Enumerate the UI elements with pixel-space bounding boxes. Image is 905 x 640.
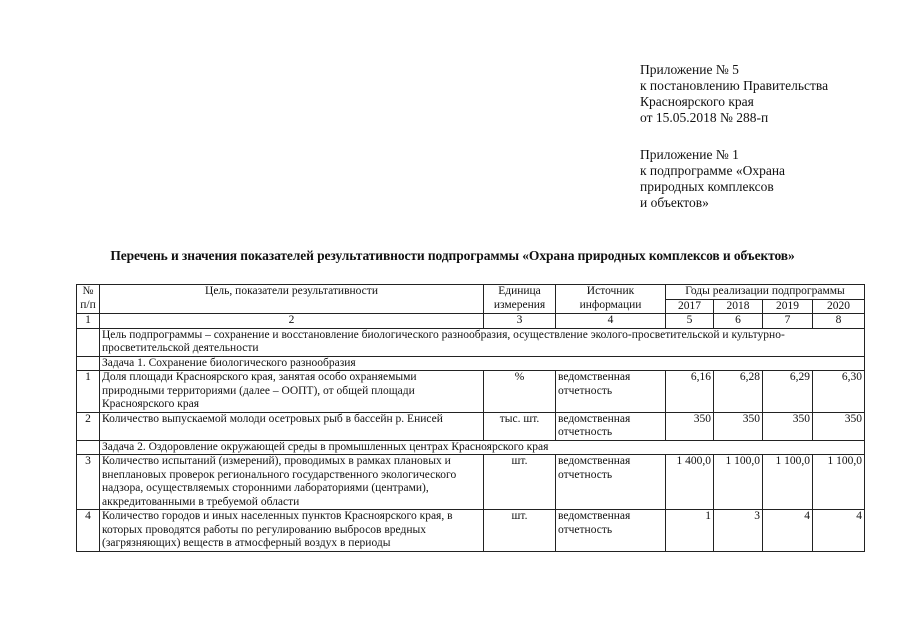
row-value-2017: 6,16 <box>666 371 714 413</box>
row-value-2017: 1 400,0 <box>666 455 714 510</box>
table-row <box>77 510 865 552</box>
row-unit: шт. <box>484 510 556 552</box>
task-1-row <box>77 356 865 371</box>
header-num: № п/п <box>77 285 100 314</box>
table-row <box>77 412 865 440</box>
table-row <box>77 455 865 510</box>
table-row <box>77 371 865 413</box>
appendix-5-line-2: к постановлению Правительства <box>640 78 829 93</box>
row-num: 3 <box>77 455 100 510</box>
header-year-2020: 2020 <box>813 299 865 314</box>
row-indicator: Доля площади Красноярского края, занятая особо охраняемыми природными территориями (далее – ООПТ), от общей площади Красноярского края <box>100 371 484 413</box>
appendix-1-line-4: и объектов» <box>640 195 709 210</box>
row-source: ведомственная отчетность <box>556 455 666 510</box>
row-value-2017: 350 <box>666 412 714 440</box>
row-source: ведомственная отчетность <box>556 412 666 440</box>
row-value-2019: 4 <box>763 510 813 552</box>
row-indicator: Количество городов и иных населенных пунктов Красноярского края, в которых проводятся работы по регулированию выбросов вредных (загрязняющих) веществ в атмосферный воздух в периоды <box>100 510 484 552</box>
goal-row <box>77 328 865 356</box>
task-2-text: Задача 2. Оздоровление окружающей среды в промышленных центрах Красноярского края <box>100 440 865 455</box>
row-value-2019: 350 <box>763 412 813 440</box>
row-source: ведомственная отчетность <box>556 510 666 552</box>
header-unit: Единица измерения <box>484 285 556 314</box>
row-value-2020: 1 100,0 <box>813 455 865 510</box>
col-number: 6 <box>714 314 763 329</box>
appendix-1-header <box>640 147 890 211</box>
header-goal: Цель, показатели результативности <box>100 285 484 314</box>
indicators-table <box>76 284 865 552</box>
row-num: 1 <box>77 371 100 413</box>
row-value-2020: 350 <box>813 412 865 440</box>
row-value-2018: 1 100,0 <box>714 455 763 510</box>
appendix-1-line-3: природных комплексов <box>640 179 774 194</box>
appendix-1-line-1: Приложение № 1 <box>640 147 739 162</box>
row-num: 4 <box>77 510 100 552</box>
appendix-5-header <box>640 62 890 126</box>
goal-text: Цель подпрограммы – сохранение и восстановление биологического разнообразия, осуществление эколого-просветительской и культурно-просветительской деятельности <box>100 328 865 356</box>
header-year-2017: 2017 <box>666 299 714 314</box>
col-number: 3 <box>484 314 556 329</box>
task-2-row <box>77 440 865 455</box>
appendix-5-line-3: Красноярского края <box>640 94 754 109</box>
appendix-5-line-1: Приложение № 5 <box>640 62 739 77</box>
col-number: 5 <box>666 314 714 329</box>
row-indicator: Количество испытаний (измерений), проводимых в рамках плановых и внеплановых проверок регионального государственного экологического надзора, осуществляемых сторонними лабораториями (центрами), аккредитованными в требуемой области <box>100 455 484 510</box>
row-value-2018: 3 <box>714 510 763 552</box>
row-source: ведомственная отчетность <box>556 371 666 413</box>
header-year-2019: 2019 <box>763 299 813 314</box>
row-unit: шт. <box>484 455 556 510</box>
column-numbers-row <box>77 314 865 329</box>
col-number: 4 <box>556 314 666 329</box>
header-row <box>77 285 865 300</box>
document-title: Перечень и значения показателей результативности подпрограммы «Охрана природных комплексов и объектов» <box>110 248 795 263</box>
col-number: 7 <box>763 314 813 329</box>
row-unit: тыс. шт. <box>484 412 556 440</box>
row-value-2020: 4 <box>813 510 865 552</box>
row-num: 2 <box>77 412 100 440</box>
header-years: Годы реализации подпрограммы <box>666 285 865 300</box>
header-source: Источник информации <box>556 285 666 314</box>
row-value-2019: 1 100,0 <box>763 455 813 510</box>
row-value-2018: 6,28 <box>714 371 763 413</box>
row-value-2019: 6,29 <box>763 371 813 413</box>
col-number: 8 <box>813 314 865 329</box>
row-indicator: Количество выпускаемой молоди осетровых рыб в бассейн р. Енисей <box>100 412 484 440</box>
appendix-5-line-4: от 15.05.2018 № 288-п <box>640 110 769 125</box>
row-value-2018: 350 <box>714 412 763 440</box>
task-1-text: Задача 1. Сохранение биологического разнообразия <box>100 356 865 371</box>
header-year-2018: 2018 <box>714 299 763 314</box>
row-unit: % <box>484 371 556 413</box>
col-number: 1 <box>77 314 100 329</box>
col-number: 2 <box>100 314 484 329</box>
row-value-2017: 1 <box>666 510 714 552</box>
row-value-2020: 6,30 <box>813 371 865 413</box>
appendix-1-line-2: к подпрограмме «Охрана <box>640 163 786 178</box>
